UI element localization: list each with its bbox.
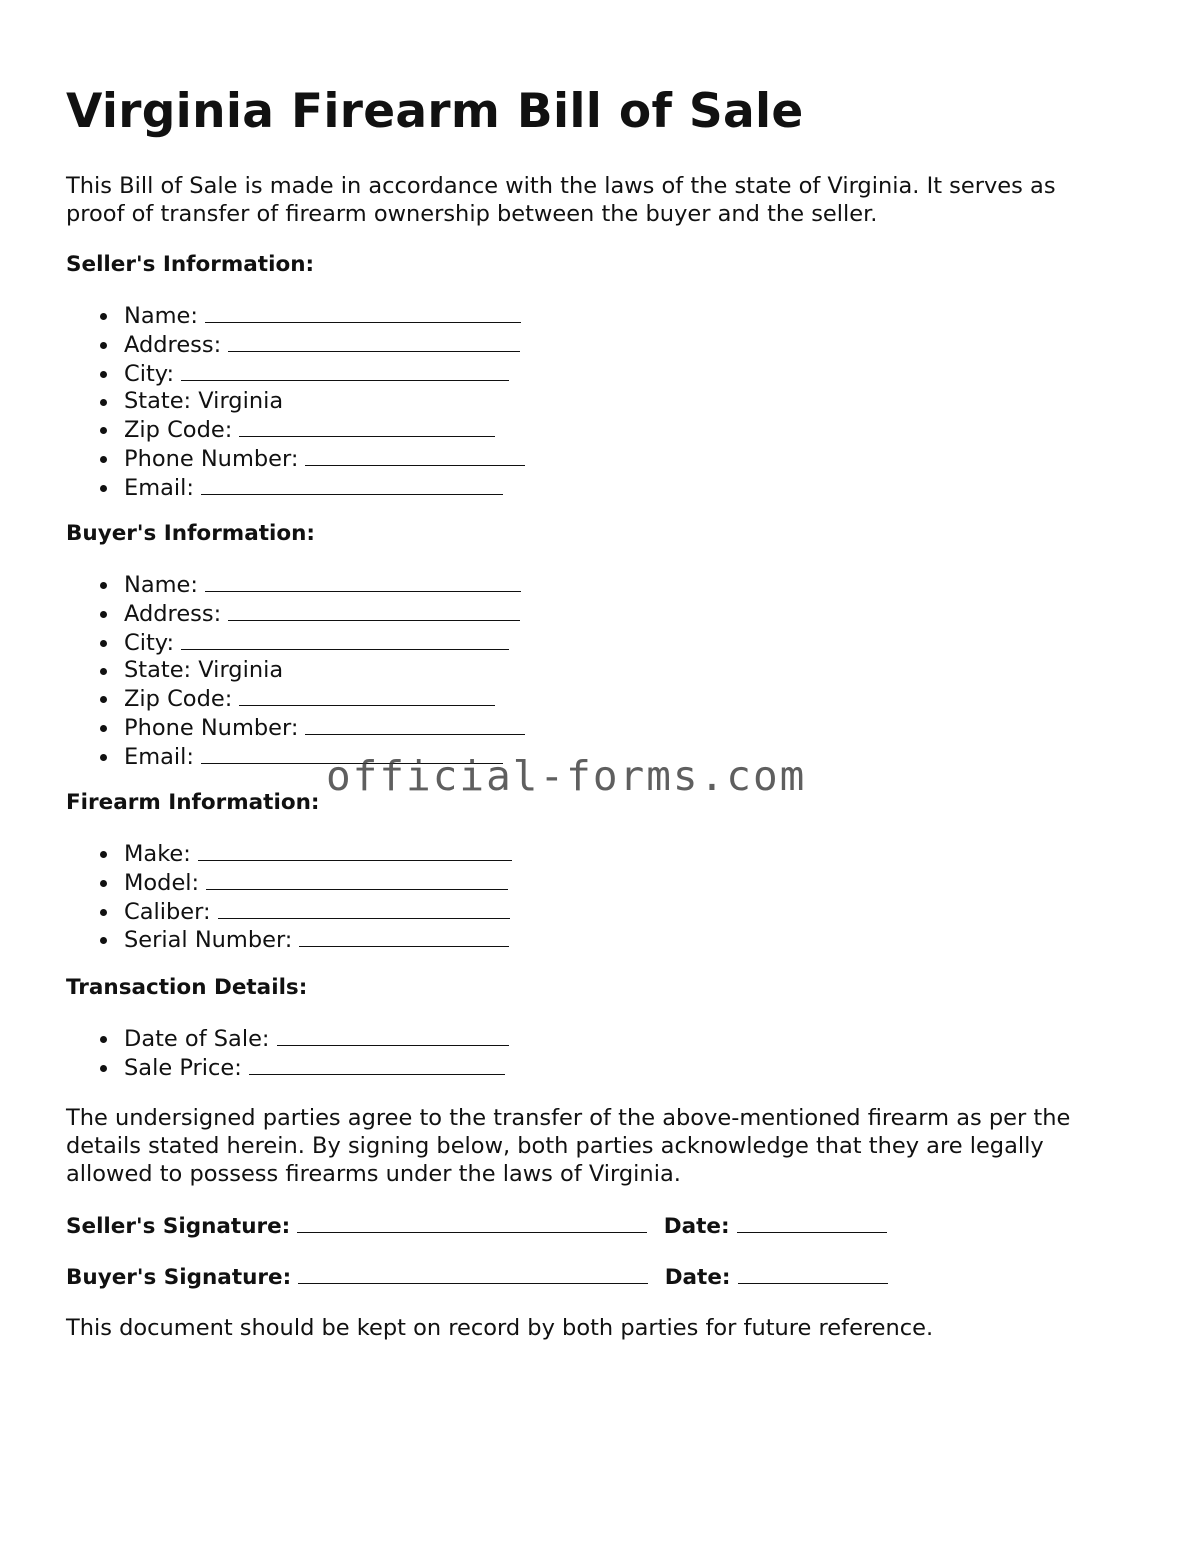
seller-address-field[interactable] — [228, 331, 520, 352]
transaction-section-heading: Transaction Details: — [66, 975, 308, 1000]
field-label: Date of Sale: — [124, 1026, 270, 1052]
firearm-field-list — [66, 840, 512, 955]
agreement-paragraph: The undersigned parties agree to the transfer of the above-mentioned firearm as per the details stated herein. By signing below, both parties acknowledge that they are legally allowed to possess firearms under the laws of Virginia. — [66, 1105, 1071, 1187]
seller-name-field[interactable] — [205, 302, 521, 323]
seller-address-item — [66, 331, 525, 360]
seller-name-item — [66, 302, 525, 331]
field-label: Address: — [124, 600, 222, 627]
buyer-date-field[interactable] — [738, 1262, 888, 1284]
seller-field-list — [66, 302, 525, 503]
field-label: Name: — [124, 572, 198, 598]
sale-date-item — [66, 1025, 509, 1054]
seller-state-item — [66, 388, 525, 416]
seller-zip-field[interactable] — [239, 416, 495, 437]
field-label: Model: — [124, 869, 200, 896]
firearm-serial-field[interactable] — [299, 926, 509, 947]
buyer-zip-field[interactable] — [239, 685, 495, 706]
field-label: Email: — [124, 474, 195, 501]
buyer-signature-line — [66, 1262, 888, 1292]
field-label: Serial Number: — [124, 927, 293, 954]
firearm-caliber-field[interactable] — [218, 898, 510, 919]
buyer-address-item — [66, 600, 525, 629]
field-label: City: — [124, 360, 175, 387]
firearm-make-field[interactable] — [198, 840, 512, 861]
watermark: official-forms.com — [326, 752, 807, 800]
buyer-address-field[interactable] — [228, 600, 520, 621]
buyer-state-item — [66, 657, 525, 685]
firearm-model-item — [66, 869, 512, 898]
buyer-phone-field[interactable] — [305, 714, 525, 735]
field-label: Sale Price: — [124, 1054, 242, 1081]
field-label: Zip Code: — [124, 686, 233, 713]
firearm-make-item — [66, 840, 512, 869]
buyer-city-field[interactable] — [181, 629, 509, 650]
field-label: Name: — [124, 303, 198, 329]
field-label: Caliber: — [124, 898, 211, 925]
buyer-signature-field[interactable] — [298, 1262, 648, 1284]
sale-price-item — [66, 1054, 509, 1083]
sale-date-field[interactable] — [277, 1025, 509, 1046]
seller-date-label: Date: — [663, 1214, 730, 1239]
seller-signature-line — [66, 1211, 887, 1241]
buyer-name-item — [66, 571, 525, 600]
intro-paragraph: This Bill of Sale is made in accordance with the laws of the state of Virginia. It serves as proof of transfer of firearm ownership between the buyer and the seller. — [66, 173, 1056, 227]
field-label: Make: — [124, 841, 191, 867]
document-title: Virginia Firearm Bill of Sale — [66, 84, 804, 139]
transaction-field-list — [66, 1025, 509, 1083]
field-label: Phone Number: — [124, 714, 299, 741]
buyer-name-field[interactable] — [205, 571, 521, 592]
seller-email-item — [66, 474, 525, 503]
buyer-date-label: Date: — [664, 1265, 731, 1290]
closing-note: This document should be kept on record by both parties for future reference. — [66, 1315, 934, 1341]
field-label: Phone Number: — [124, 445, 299, 472]
field-label: Email: — [124, 743, 195, 770]
buyer-section-heading: Buyer's Information: — [66, 521, 316, 546]
field-label: Zip Code: — [124, 417, 233, 444]
firearm-caliber-item — [66, 898, 512, 927]
seller-zip-item — [66, 416, 525, 445]
seller-email-field[interactable] — [201, 474, 503, 495]
field-label: State: Virginia — [124, 657, 284, 684]
seller-phone-item — [66, 445, 525, 474]
seller-signature-field[interactable] — [297, 1211, 647, 1233]
buyer-field-list — [66, 571, 525, 772]
buyer-phone-item — [66, 714, 525, 743]
seller-section-heading: Seller's Information: — [66, 252, 315, 277]
seller-phone-field[interactable] — [305, 445, 525, 466]
seller-city-field[interactable] — [181, 360, 509, 381]
buyer-city-item — [66, 629, 525, 658]
firearm-model-field[interactable] — [206, 869, 508, 890]
seller-date-field[interactable] — [737, 1211, 887, 1233]
firearm-serial-item — [66, 926, 512, 955]
seller-city-item — [66, 360, 525, 389]
buyer-signature-label: Buyer's Signature: — [66, 1265, 292, 1290]
buyer-zip-item — [66, 685, 525, 714]
sale-price-field[interactable] — [249, 1054, 505, 1075]
field-label: State: Virginia — [124, 388, 284, 415]
field-label: Address: — [124, 331, 222, 358]
firearm-section-heading: Firearm Information: — [66, 790, 320, 815]
field-label: City: — [124, 629, 175, 656]
seller-signature-label: Seller's Signature: — [66, 1214, 291, 1239]
